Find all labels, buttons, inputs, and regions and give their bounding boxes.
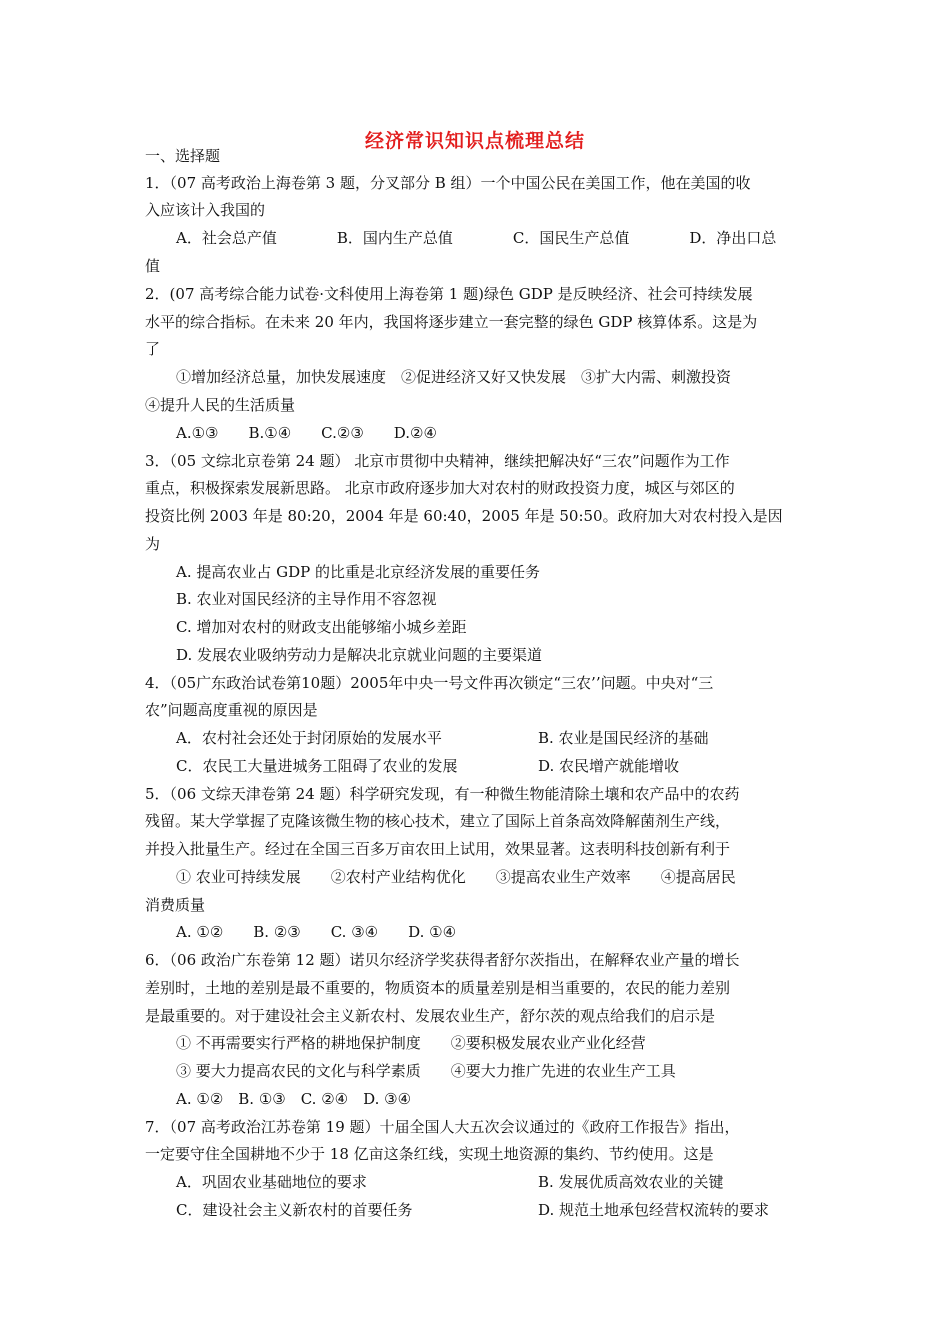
q5-items-line2: 消费质量 <box>145 896 206 914</box>
q1-options: A．社会总产值 B．国内生产总值 C．国民生产总值 D．净出口总 <box>176 229 777 247</box>
q4-option-c: C．农民工大量进城务工阻碍了农业的发展 <box>176 757 458 775</box>
q2-options: A.①③ B.①④ C.②③ D.②④ <box>176 424 437 442</box>
q4-stem-line1: 4．（05广东政治试卷第10题）2005年中央一号文件再次锁定“三农’’问题。中央对“三 <box>145 674 714 692</box>
q4-option-b: B. 农业是国民经济的基础 <box>538 729 709 747</box>
q4-option-d: D. 农民增产就能增收 <box>538 757 680 775</box>
q3-option-b: B. 农业对国民经济的主导作用不容忽视 <box>176 590 437 608</box>
q7-option-c: C．建设社会主义新农村的首要任务 <box>176 1201 413 1219</box>
q5-items-line1: ① 农业可持续发展 ②农村产业结构优化 ③提高农业生产效率 ④提高居民 <box>176 868 736 886</box>
q3-stem-line1: 3．（05 文综北京卷第 24 题） 北京市贯彻中央精神，继续把解决好“三农”问题作为工作 <box>145 452 730 470</box>
q4-stem-line2: 农”问题高度重视的原因是 <box>145 701 318 719</box>
q3-stem-line4: 为 <box>145 535 161 553</box>
q2-stem-line1: 2．(07 高考综合能力试卷·文科使用上海卷第 1 题)绿色 GDP 是反映经济、社会可持续发展 <box>145 285 753 303</box>
q3-option-a: A. 提高农业占 GDP 的比重是北京经济发展的重要任务 <box>176 563 541 581</box>
q2-stem-line2: 水平的综合指标。在未来 20 年内，我国将逐步建立一套完整的绿色 GDP 核算体系。这是为 <box>145 313 758 331</box>
q7-stem-line1: 7．（07 高考政治江苏卷第 19 题）十届全国人大五次会议通过的《政府工作报告》指出， <box>145 1118 740 1136</box>
q6-stem-line1: 6．（06 政治广东卷第 12 题）诺贝尔经济学奖获得者舒尔茨指出，在解释农业产量的增长 <box>145 951 740 969</box>
q5-stem-line1: 5．（06 文综天津卷第 24 题）科学研究发现，有一种微生物能清除土壤和农产品中的农药 <box>145 785 740 803</box>
q5-stem-line2: 残留。某大学掌握了克隆该微生物的核心技术，建立了国际上首条高效降解菌剂生产线， <box>145 812 731 830</box>
q1-stem-line1: 1．（07 高考政治上海卷第 3 题，分叉部分 B 组）一个中国公民在美国工作，他在美国的收 <box>145 174 751 192</box>
q3-stem-line3: 投资比例 2003 年是 80:20，2004 年是 60:40，2005 年是 50:50。政府加大对农村投入是因 <box>145 507 783 525</box>
q6-items-line2: ③ 要大力提高农民的文化与科学素质 ④要大力推广先进的农业生产工具 <box>176 1062 676 1080</box>
q1-options-wrap: 值 <box>145 257 161 275</box>
q7-stem-line2: 一定要守住全国耕地不少于 18 亿亩这条红线，实现土地资源的集约、节约使用。这是 <box>145 1145 714 1163</box>
q6-options: A. ①② B. ①③ C. ②④ D. ③④ <box>176 1090 412 1108</box>
q5-options: A. ①② B. ②③ C. ③④ D. ①④ <box>176 923 457 941</box>
q6-stem-line2: 差别时，土地的差别是最不重要的，物质资本的质量差别是相当重要的，农民的能力差别 <box>145 979 731 997</box>
q2-items-line2: ④提升人民的生活质量 <box>145 396 296 414</box>
q7-option-b: B. 发展优质高效农业的关键 <box>538 1173 724 1191</box>
q5-stem-line3: 并投入批量生产。经过在全国三百多万亩农田上试用，效果显著。这表明科技创新有利于 <box>145 840 731 858</box>
q2-stem-line3: 了 <box>145 340 161 358</box>
q6-stem-line3: 是最重要的。对于建设社会主义新农村、发展农业生产，舒尔茨的观点给我们的启示是 <box>145 1007 716 1025</box>
q6-items-line1: ① 不再需要实行严格的耕地保护制度 ②要积极发展农业产业化经营 <box>176 1034 646 1052</box>
q7-option-d: D. 规范土地承包经营权流转的要求 <box>538 1201 770 1219</box>
q7-option-a: A．巩固农业基础地位的要求 <box>176 1173 367 1191</box>
q3-stem-line2: 重点，积极探索发展新思路。 北京市政府逐步加大对农村的财政投资力度，城区与郊区的 <box>145 479 735 497</box>
q3-option-c: C. 增加对农村的财政支出能够缩小城乡差距 <box>176 618 467 636</box>
q1-stem-line2: 入应该计入我国的 <box>145 201 266 219</box>
page-title: 经济常识知识点梳理总结 <box>364 130 585 152</box>
q2-items-line1: ①增加经济总量，加快发展速度 ②促进经济又好又快发展 ③扩大内需、刺激投资 <box>176 368 732 386</box>
q4-option-a: A．农村社会还处于封闭原始的发展水平 <box>176 729 442 747</box>
q3-option-d: D. 发展农业吸纳劳动力是解决北京就业问题的主要渠道 <box>176 646 543 664</box>
section-heading: 一、选择题 <box>145 147 221 165</box>
